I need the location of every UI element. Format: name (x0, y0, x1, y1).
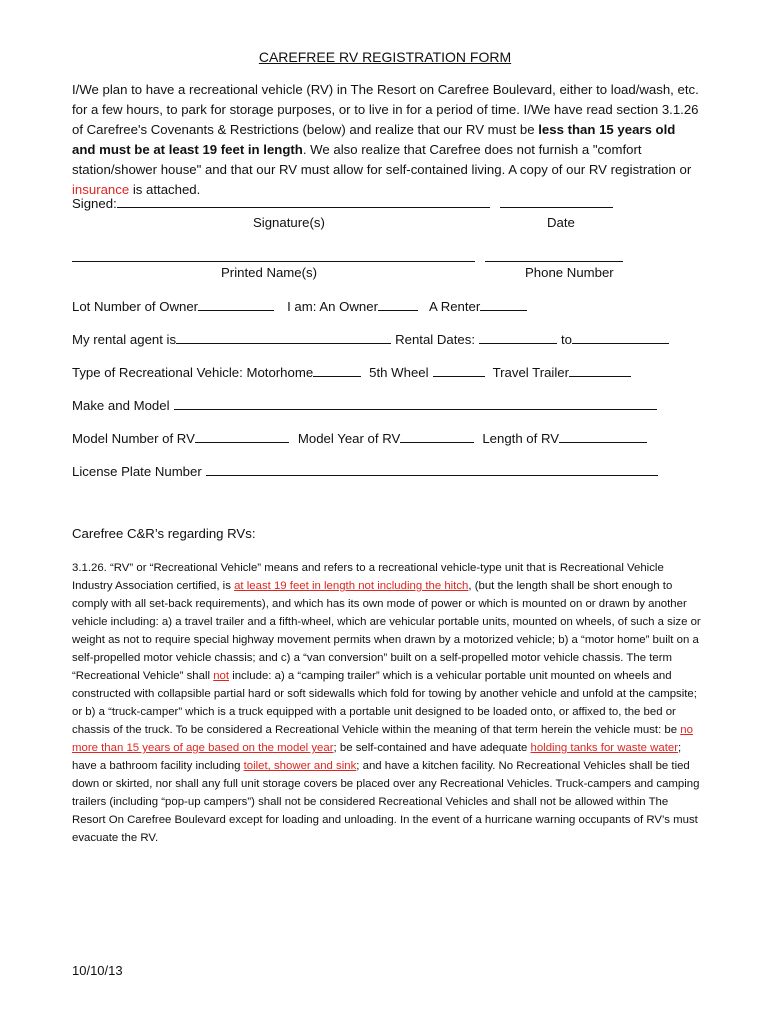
cov-text-6: ; and have a kitchen facility. No Recreational Vehicles shall be tied down or skirted, nor shall any full unit storage covers be placed over any Recreational Vehicles. Truck-campers and camping trailers (including “pop-up campers”) shall not be considered Recreational Vehicles and shall not be allowed within The Resort On Carefree Boulevard except for loading and unloading. In the event of a hurricane warning occupants of RV’s must evacuate the RV. (72, 760, 700, 844)
renter-field[interactable] (480, 298, 527, 311)
model-number-label: Model Number of RV (72, 431, 195, 446)
license-plate-row (72, 463, 658, 479)
cov-text-3: include: a) a “camping trailer” which is a vehicular portable unit mounted on wheels and constructed with collapsible partial hard or soft sidewalls which fold for towing by another vehicle and unfold at the campsite; or b) a “truck-camper” which is a truck equipped with a portable unit designed to be loaded onto, or affixed to, the bed or chassis of the truck. To be considered a Recreational Vehicle within the meaning of that term herein the vehicle must: be (72, 670, 697, 736)
printed-name-field[interactable] (72, 249, 475, 262)
travel-trailer-field[interactable] (569, 364, 631, 377)
travel-trailer-label: Travel Trailer (492, 365, 570, 380)
owner-label: I am: An Owner (287, 299, 378, 314)
lot-number-field[interactable] (198, 298, 274, 311)
rental-agent-field[interactable] (176, 331, 391, 344)
license-plate-label: License Plate Number (72, 464, 202, 479)
lot-number-row (72, 298, 527, 314)
cov-highlight-age: no more than 15 years of age based on the model year (72, 724, 693, 754)
date-caption: Date (547, 215, 575, 230)
motorhome-field[interactable] (313, 364, 361, 377)
printed-name-row (72, 249, 475, 265)
cov-highlight-tanks: holding tanks for waste water (530, 742, 679, 754)
length-field[interactable] (559, 430, 647, 443)
model-number-field[interactable] (195, 430, 289, 443)
license-plate-field[interactable] (206, 463, 658, 476)
make-model-row (72, 397, 657, 413)
make-model-field[interactable] (174, 397, 657, 410)
rental-agent-row (72, 331, 669, 347)
cov-text-2: , (but the length shall be short enough to comply with all set-back requirements), and which has its own mode of power or which is mounted on or drawn by another vehicle including: a) a travel trailer and a fifth-wheel, which are vehicular portable units, mounted on wheels, of such a size or weight as not to require special highway movement permits when drawn by a motorized vehicle; b) a “motor home” built on a self-propelled motor vehicle chassis; and c) a “van conversion” built on a self-propelled motor vehicle chassis. The term “Recreational Vehicle” shall (72, 580, 701, 682)
fifth-wheel-field[interactable] (433, 364, 485, 377)
cov-highlight-bathroom: toilet, shower and sink (243, 760, 357, 772)
footer-date: 10/10/13 (72, 963, 123, 978)
rental-end-field[interactable] (572, 331, 669, 344)
rental-agent-label: My rental agent is (72, 332, 177, 347)
intro-text-3: is attached. (129, 182, 201, 197)
length-label: Length of RV (482, 431, 560, 446)
phone-row (485, 249, 623, 265)
page-title: CAREFREE RV REGISTRATION FORM (258, 49, 512, 65)
model-year-label: Model Year of RV (297, 431, 401, 446)
phone-field[interactable] (485, 249, 623, 262)
cov-highlight-not: not (213, 670, 230, 682)
lot-number-label: Lot Number of Owner (72, 299, 199, 314)
cov-text-1: 3.1.26. “RV” or “Recreational Vehicle” means and refers to a recreational vehicle-type unit that is Recreational Vehicle Industry Association certified, is (72, 562, 664, 592)
rv-type-row (72, 364, 631, 380)
make-model-label: Make and Model (72, 398, 170, 413)
signature-field[interactable] (117, 195, 490, 208)
date-row (500, 195, 613, 211)
covenants-text (72, 559, 702, 847)
intro-text-2: . We also realize that Carefree does not furnish a "comfort station/shower house" and that our RV must allow for self-contained living. A copy of our RV registration or (72, 142, 692, 177)
covenants-heading: Carefree C&R’s regarding RVs: (72, 526, 256, 541)
model-details-row (72, 430, 647, 446)
owner-field[interactable] (378, 298, 418, 311)
intro-insurance-highlight: insurance (72, 182, 130, 197)
intro-bold-requirement: less than 15 years old and must be at least 19 feet in length (72, 122, 676, 157)
signed-row (72, 195, 490, 211)
date-field[interactable] (500, 195, 613, 208)
cov-highlight-length: at least 19 feet in length not including the hitch (234, 580, 469, 592)
rental-dates-label: Rental Dates: (395, 332, 475, 347)
intro-text-1: I/We plan to have a recreational vehicle (RV) in The Resort on Carefree Boulevard, either to load/wash, etc. for a few hours, to park for storage purposes, or to live in for a period of time. I/We have read section 3.1.26 of Carefree's Covenants & Restrictions (below) and realize that our RV must be (72, 82, 699, 137)
printed-name-caption: Printed Name(s) (221, 265, 318, 280)
cov-text-5: ; have a bathroom facility including (72, 742, 682, 772)
signature-caption: Signature(s) (253, 215, 325, 230)
fifth-wheel-label: 5th Wheel (369, 365, 429, 380)
intro-paragraph (72, 80, 702, 200)
renter-label: A Renter (428, 299, 481, 314)
signed-label: Signed: (72, 196, 117, 211)
model-year-field[interactable] (400, 430, 474, 443)
rental-to-label: to (561, 332, 572, 347)
motorhome-label: Type of Recreational Vehicle: Motorhome (72, 365, 314, 380)
cov-text-4: ; be self-contained and have adequate (333, 742, 531, 754)
rental-start-field[interactable] (479, 331, 557, 344)
phone-caption: Phone Number (525, 265, 614, 280)
